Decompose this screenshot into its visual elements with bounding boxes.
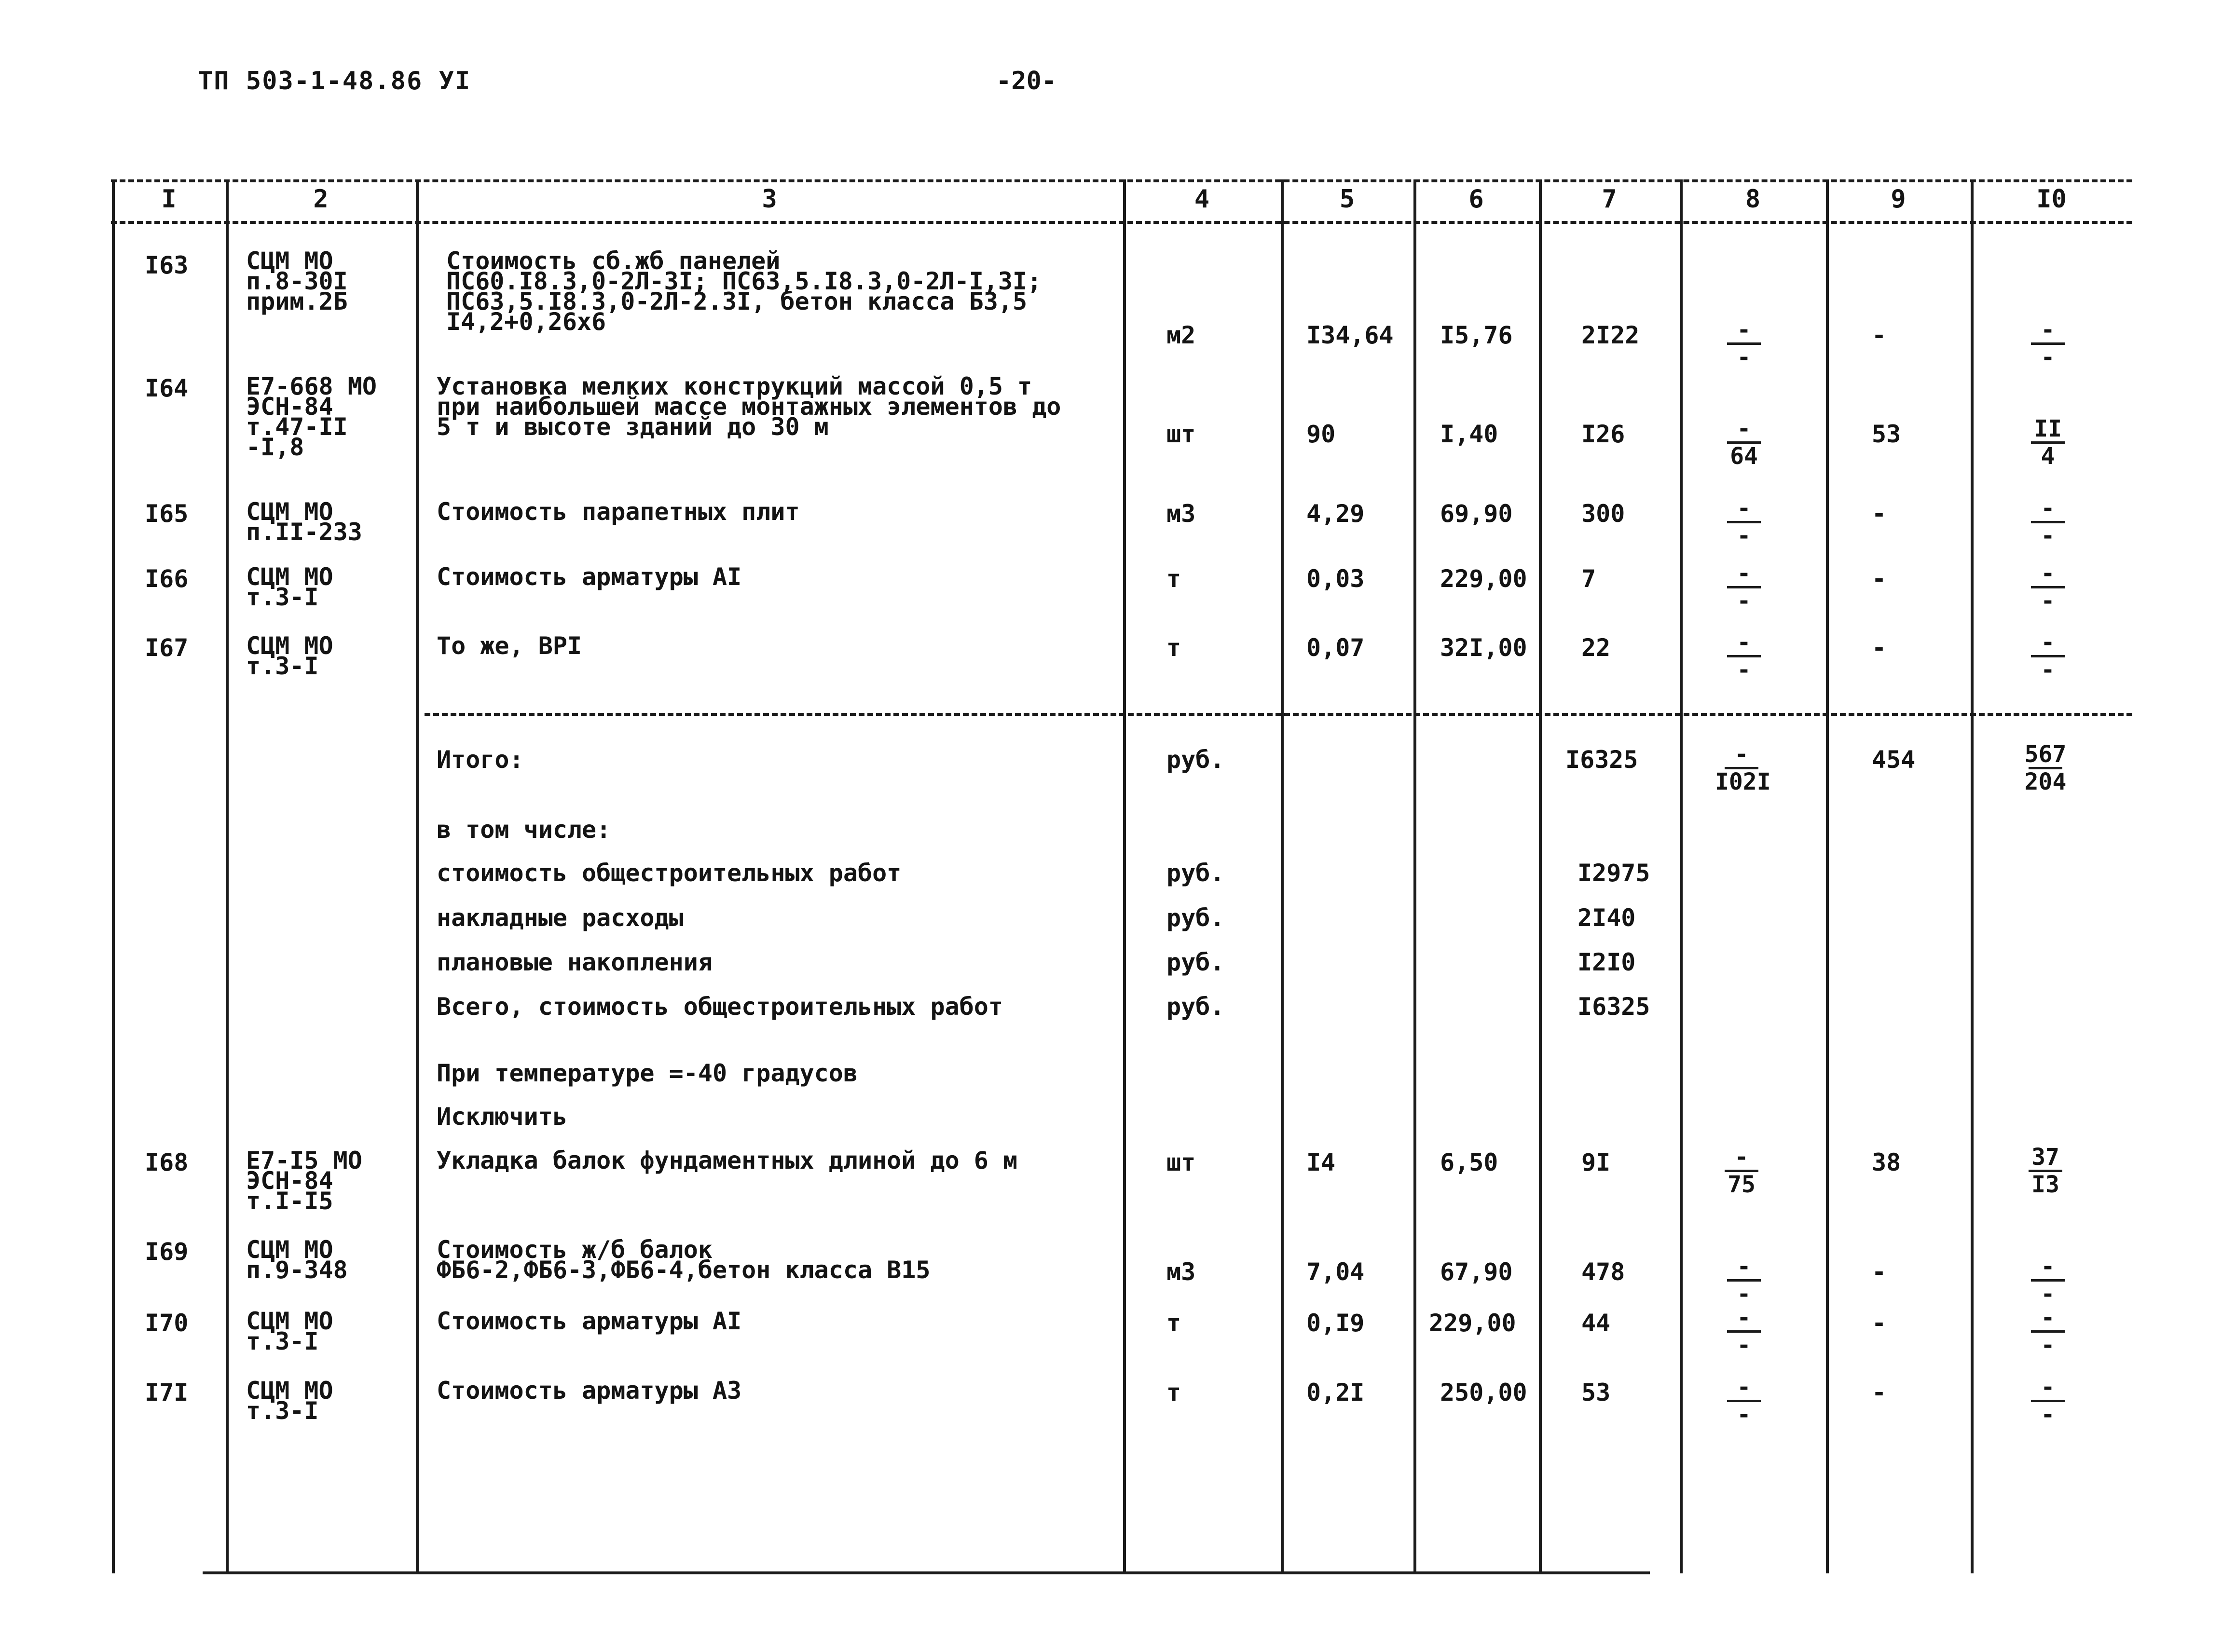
row-number: I67 <box>145 634 189 662</box>
row-unit: шт <box>1166 1148 1196 1176</box>
row-reference: СЦМ МО т.3-I <box>246 563 333 611</box>
row-description: Стоимость парапетных плит <box>437 498 800 526</box>
frac-top: - <box>2041 1304 2055 1331</box>
frac-top: - <box>1737 316 1751 343</box>
row-col10-fraction <box>2019 1146 2072 1196</box>
row-col8-fraction <box>1717 1376 1770 1426</box>
summary-item-unit: руб. <box>1166 948 1225 976</box>
table-header-rule <box>111 221 2132 224</box>
frac-bottom: - <box>2041 344 2055 371</box>
row-number: I7I <box>145 1379 189 1406</box>
table-top-rule <box>111 179 2132 182</box>
row-quantity: 90 <box>1306 420 1336 448</box>
row-number: I66 <box>145 565 189 593</box>
row-price: 69,90 <box>1440 500 1513 528</box>
col-header-9: 9 <box>1891 185 1906 214</box>
row-reference: СЦМ МО т.3-I <box>246 1377 333 1425</box>
table-bottom-rule <box>203 1571 1650 1574</box>
total-value: I6325 <box>1565 746 1638 774</box>
frac-bottom: - <box>2041 1281 2055 1308</box>
row-col8-fraction <box>1717 318 1770 369</box>
row-col8-fraction <box>1717 1306 1770 1357</box>
row-reference: Е7-668 МО ЭСН-84 т.47-II -I,8 <box>246 372 377 461</box>
column-rule-10 <box>1971 179 1974 1573</box>
summary-item-value: 2I40 <box>1577 904 1636 932</box>
frac-top: - <box>1737 1374 1751 1401</box>
row-col10-fraction <box>2021 1306 2074 1357</box>
frac-bottom: - <box>1737 1281 1751 1308</box>
frac-top: - <box>2041 1374 2055 1401</box>
frac-bottom: - <box>2041 1401 2055 1428</box>
row-reference: СЦМ МО п.8-30I прим.2Б <box>246 247 348 315</box>
row-price: 67,90 <box>1440 1258 1513 1286</box>
row-col8-fraction <box>1717 417 1770 468</box>
row-description: Стоимость ж/б балок ФБ6-2,ФБ6-3,ФБ6-4,бетон класса В15 <box>437 1236 931 1284</box>
row-quantity: I34,64 <box>1306 321 1394 349</box>
total-label: Итого: <box>437 746 524 774</box>
col-header-4: 4 <box>1194 185 1210 214</box>
row-number: I68 <box>145 1148 189 1176</box>
row-reference: СЦМ МО п.9-348 <box>246 1236 348 1284</box>
row-col8-fraction <box>1717 562 1770 613</box>
row-price: 32I,00 <box>1440 634 1527 662</box>
frac-top: 567 <box>2024 741 2067 768</box>
column-rule-9 <box>1826 179 1829 1573</box>
row-col9: - <box>1872 565 1887 593</box>
frac-bottom: 4 <box>2041 443 2055 470</box>
row-col9: - <box>1872 634 1887 662</box>
frac-bottom: - <box>1737 587 1751 614</box>
row-reference: Е7-I5 МО ЭСН-84 т.I-I5 <box>246 1147 362 1215</box>
row-col10-fraction <box>2021 318 2074 369</box>
col-header-8: 8 <box>1745 185 1761 214</box>
row-quantity: 0,07 <box>1306 634 1365 662</box>
frac-bottom: - <box>1737 1332 1751 1359</box>
row-unit: т <box>1166 565 1181 593</box>
total-col8-fraction <box>1715 741 1771 795</box>
column-rule-5 <box>1281 179 1284 1573</box>
row-total: 44 <box>1581 1309 1611 1337</box>
row-reference: СЦМ МО т.3-I <box>246 1307 333 1355</box>
frac-top: - <box>2041 560 2055 587</box>
row-unit: т <box>1166 1309 1181 1337</box>
frac-top: - <box>1737 629 1751 656</box>
row-price: 229,00 <box>1440 565 1527 593</box>
frac-top: - <box>2041 495 2055 522</box>
col-header-10: I0 <box>2036 185 2067 214</box>
row-number: I63 <box>145 251 189 279</box>
row-number: I64 <box>145 374 189 402</box>
column-rule-3 <box>416 179 419 1573</box>
subtotal-rule <box>425 713 2132 716</box>
frac-bottom: 64 <box>1730 443 1758 470</box>
row-number: I65 <box>145 500 189 528</box>
row-quantity: 7,04 <box>1306 1258 1365 1286</box>
row-col10-fraction <box>2021 1255 2074 1306</box>
frac-top: II <box>2034 415 2062 442</box>
frac-bottom: - <box>2041 522 2055 549</box>
frac-bottom: 204 <box>2024 768 2067 795</box>
row-description: Стоимость сб.жб панелей ПС60.I8.3,0-2Л-3I; ПС63,5.I8.3,0-2Л-I,3I; ПС63,5.I8.3,0-2Л-2.3I, бетон класса Б3,5 I4,2+0,26х6 <box>446 247 1042 336</box>
row-reference: СЦМ МО п.II-233 <box>246 498 362 546</box>
row-price: 229,00 <box>1429 1309 1516 1337</box>
row-col8-fraction <box>1715 1146 1768 1196</box>
frac-bottom: I3 <box>2031 1171 2059 1198</box>
row-description: Стоимость арматуры АI <box>437 563 742 591</box>
total-col9: 454 <box>1872 746 1916 774</box>
frac-top: - <box>1737 1304 1751 1331</box>
row-col8-fraction <box>1717 497 1770 547</box>
frac-top: - <box>1737 1253 1751 1280</box>
summary-item-unit: руб. <box>1166 993 1225 1021</box>
col-header-2: 2 <box>313 185 329 214</box>
row-col8-fraction <box>1717 1255 1770 1306</box>
row-total: 22 <box>1581 634 1611 662</box>
frac-bottom: 75 <box>1728 1171 1756 1198</box>
total-col10-fraction <box>2019 743 2072 793</box>
row-total: 2I22 <box>1581 321 1640 349</box>
row-total: 300 <box>1581 500 1625 528</box>
row-unit: м2 <box>1166 321 1196 349</box>
row-reference: СЦМ МО т.3-I <box>246 632 333 680</box>
frac-top: 37 <box>2031 1144 2059 1171</box>
including-label: в том числе: <box>437 816 611 844</box>
summary-item-value: I2975 <box>1577 859 1650 887</box>
frac-top: - <box>2041 1253 2055 1280</box>
row-price: 6,50 <box>1440 1148 1498 1176</box>
row-quantity: 0,2I <box>1306 1379 1365 1406</box>
frac-bottom: - <box>1737 656 1751 683</box>
row-col9: 38 <box>1872 1148 1901 1176</box>
total-unit: руб. <box>1166 746 1225 774</box>
row-quantity: 0,I9 <box>1306 1309 1365 1337</box>
frac-bottom: - <box>2041 587 2055 614</box>
row-quantity: I4 <box>1306 1148 1336 1176</box>
frac-top: - <box>1734 1144 1749 1171</box>
frac-bottom: - <box>2041 656 2055 683</box>
row-total: 53 <box>1581 1379 1611 1406</box>
summary-item-label: плановые накопления <box>437 948 713 976</box>
summary-item-label: Всего, стоимость общестроительных работ <box>437 993 1003 1021</box>
column-rule-2 <box>226 179 229 1573</box>
column-rule-1 <box>112 179 115 1573</box>
row-unit: м3 <box>1166 1258 1196 1286</box>
col-header-1: I <box>161 185 177 214</box>
column-rule-4 <box>1123 179 1126 1573</box>
row-quantity: 4,29 <box>1306 500 1365 528</box>
column-rule-8 <box>1680 179 1683 1573</box>
temperature-note: При температуре =-40 градусов <box>437 1059 858 1087</box>
exclude-note: Исключить <box>437 1103 567 1131</box>
frac-top: - <box>1737 495 1751 522</box>
column-rule-7 <box>1539 179 1542 1573</box>
row-unit: шт <box>1166 420 1196 448</box>
frac-top: - <box>1737 560 1751 587</box>
col-header-6: 6 <box>1468 185 1484 214</box>
row-col9: - <box>1872 1258 1887 1286</box>
frac-bottom: - <box>1737 522 1751 549</box>
row-description: Стоимость арматуры А3 <box>437 1377 742 1405</box>
row-total: 478 <box>1581 1258 1625 1286</box>
row-description: Укладка балок фундаментных длиной до 6 м <box>437 1147 1018 1174</box>
row-description: Установка мелких конструкций массой 0,5 т при наибольшей массе монтажных элементов до 5 т и высоте зданий до 30 м <box>437 372 1061 441</box>
summary-item-value: I6325 <box>1577 993 1650 1021</box>
page-number: -20- <box>996 67 1057 96</box>
row-col10-fraction <box>2021 417 2074 468</box>
row-col9: - <box>1872 321 1887 349</box>
frac-bottom: I02I <box>1715 768 1771 795</box>
frac-bottom: - <box>1737 1401 1751 1428</box>
row-col10-fraction <box>2021 631 2074 682</box>
row-col10-fraction <box>2021 562 2074 613</box>
row-description: То же, ВРI <box>437 632 582 660</box>
row-quantity: 0,03 <box>1306 565 1365 593</box>
row-description: Стоимость арматуры АI <box>437 1307 742 1335</box>
row-price: I5,76 <box>1440 321 1513 349</box>
row-unit: м3 <box>1166 500 1196 528</box>
row-unit: т <box>1166 634 1181 662</box>
row-price: 250,00 <box>1440 1379 1527 1406</box>
row-price: I,40 <box>1440 420 1498 448</box>
col-header-7: 7 <box>1602 185 1617 214</box>
column-rule-6 <box>1413 179 1416 1573</box>
row-col10-fraction <box>2021 497 2074 547</box>
frac-bottom: - <box>1737 344 1751 371</box>
row-col10-fraction <box>2021 1376 2074 1426</box>
row-total: I26 <box>1581 420 1625 448</box>
summary-item-unit: руб. <box>1166 904 1225 932</box>
frac-top: - <box>2041 316 2055 343</box>
row-col9: - <box>1872 500 1887 528</box>
summary-item-value: I2I0 <box>1577 948 1636 976</box>
row-number: I70 <box>145 1309 189 1337</box>
row-col9: - <box>1872 1379 1887 1406</box>
frac-top: - <box>1734 741 1749 768</box>
col-header-3: 3 <box>762 185 777 214</box>
document-code: ТП 503-1-48.86 УI <box>198 67 471 96</box>
frac-bottom: - <box>2041 1332 2055 1359</box>
row-number: I69 <box>145 1238 189 1266</box>
frac-top: - <box>1737 415 1751 442</box>
row-unit: т <box>1166 1379 1181 1406</box>
summary-item-label: накладные расходы <box>437 904 684 932</box>
row-total: 9I <box>1581 1148 1611 1176</box>
row-col9: - <box>1872 1309 1887 1337</box>
row-col8-fraction <box>1717 631 1770 682</box>
summary-item-label: стоимость общестроительных работ <box>437 859 902 887</box>
frac-top: - <box>2041 629 2055 656</box>
row-total: 7 <box>1581 565 1596 593</box>
col-header-5: 5 <box>1339 185 1355 214</box>
summary-item-unit: руб. <box>1166 859 1225 887</box>
row-col9: 53 <box>1872 420 1901 448</box>
